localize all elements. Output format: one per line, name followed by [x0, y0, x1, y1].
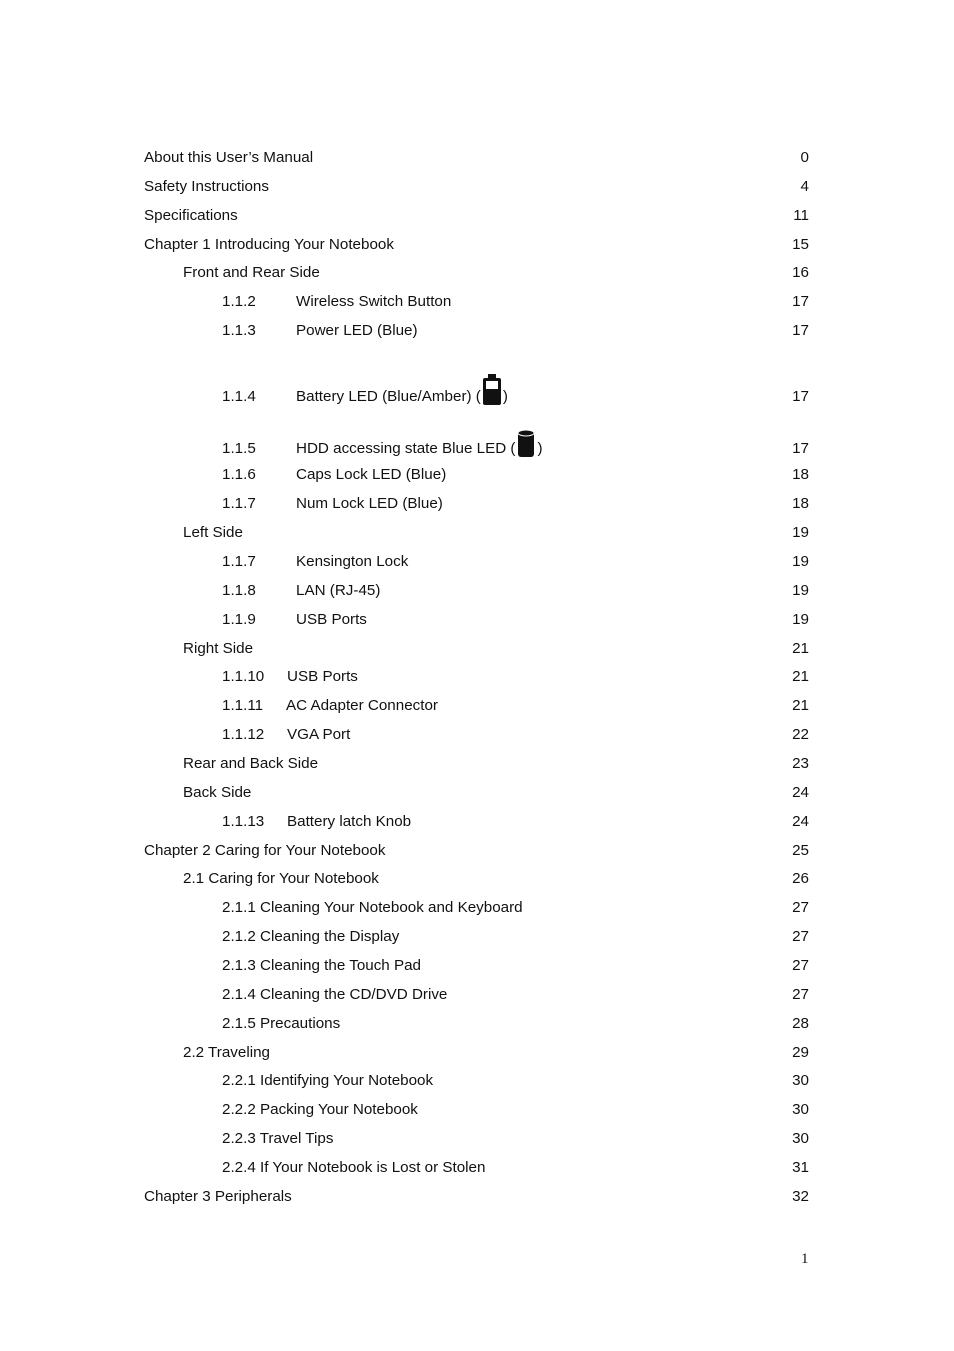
toc-entry-page: 4	[800, 178, 809, 195]
toc-entry-title: Right Side	[183, 640, 254, 657]
toc-entry[interactable]	[222, 581, 809, 601]
hdd-icon	[515, 429, 537, 459]
toc-entry[interactable]	[144, 148, 809, 168]
toc-entry-page: 27	[792, 899, 809, 916]
toc-entry-page: 28	[792, 1015, 809, 1032]
toc-entry-page: 30	[792, 1130, 809, 1147]
toc-entry-page: 32	[792, 1188, 809, 1205]
toc-entry-page: 21	[792, 697, 809, 714]
toc-entry-title: HDD accessing state Blue LED ( )	[296, 429, 543, 459]
toc-entry[interactable]	[222, 429, 809, 457]
toc-entry-page: 19	[792, 611, 809, 628]
toc-entry-page: 17	[792, 440, 809, 457]
toc-entry-title: Caps Lock LED (Blue)	[296, 466, 447, 483]
toc-entry[interactable]	[222, 956, 809, 976]
toc-entry[interactable]	[222, 1071, 809, 1091]
toc-entry-number: 1.1.3	[222, 322, 256, 339]
toc-entry-title: LAN (RJ-45)	[296, 582, 381, 599]
toc-entry-page: 30	[792, 1101, 809, 1118]
toc-entry[interactable]	[222, 494, 809, 514]
toc-entry-number: 1.1.2	[222, 293, 256, 310]
toc-entry[interactable]	[222, 927, 809, 947]
toc-entry-page: 21	[792, 668, 809, 685]
toc-entry[interactable]	[183, 1043, 809, 1063]
toc-entry[interactable]	[222, 898, 809, 918]
toc-entry-page: 19	[792, 582, 809, 599]
toc-entry[interactable]	[222, 465, 809, 485]
toc-entry-title: Back Side	[183, 784, 252, 801]
toc-entry[interactable]	[222, 1014, 809, 1034]
toc-entry-page: 27	[792, 957, 809, 974]
toc-entry[interactable]	[222, 985, 809, 1005]
toc-entry-title: Rear and Back Side	[183, 755, 319, 772]
toc-entry-number: 1.1.11	[222, 697, 264, 714]
toc-entry-title: Chapter 2 Caring for Your Notebook	[144, 842, 386, 859]
toc-entry[interactable]	[222, 667, 809, 687]
toc-entry-title: Left Side	[183, 524, 243, 541]
toc-entry-title: Power LED (Blue)	[296, 322, 418, 339]
toc-entry-title: 2.1.3 Cleaning the Touch Pad	[222, 957, 421, 974]
toc-entry[interactable]	[144, 841, 809, 861]
toc-entry-page: 0	[800, 149, 809, 166]
toc-entry[interactable]	[222, 1100, 809, 1120]
toc-entry[interactable]	[222, 552, 809, 572]
toc-entry[interactable]	[222, 321, 809, 341]
toc-entry-page: 30	[792, 1072, 809, 1089]
toc-entry[interactable]	[183, 869, 809, 889]
toc-entry[interactable]	[222, 696, 809, 716]
toc-entry[interactable]	[222, 373, 809, 405]
page-number: 1	[801, 1251, 809, 1267]
toc-entry-number: 1.1.5	[222, 440, 256, 457]
toc-entry-page: 17	[792, 322, 809, 339]
toc-entry-title: Safety Instructions	[144, 178, 269, 195]
toc-entry-number: 1.1.4	[222, 388, 256, 405]
toc-entry-title: 2.2.1 Identifying Your Notebook	[222, 1072, 434, 1089]
toc-entry-page: 26	[792, 870, 809, 887]
toc-entry-title: AC Adapter Connector	[286, 697, 438, 714]
toc-entry-title: Chapter 1 Introducing Your Notebook	[144, 236, 394, 253]
toc-entry-title: 2.2.2 Packing Your Notebook	[222, 1101, 418, 1118]
toc-entry-page: 18	[792, 495, 809, 512]
toc-entry[interactable]	[183, 263, 809, 283]
toc-entry-page: 16	[792, 264, 809, 281]
toc-entry[interactable]	[222, 725, 809, 745]
toc-entry[interactable]	[144, 177, 809, 197]
toc-entry-page: 25	[792, 842, 809, 859]
toc-entry[interactable]	[222, 1158, 809, 1178]
toc-entry[interactable]	[144, 235, 809, 255]
toc-entry-title: Kensington Lock	[296, 553, 409, 570]
toc-entry-page: 11	[793, 207, 809, 224]
toc-entry-number: 1.1.7	[222, 553, 256, 570]
toc-entry-title: Specifications	[144, 207, 238, 224]
toc-entry-page: 17	[792, 388, 809, 405]
battery-icon	[481, 373, 503, 407]
toc-entry-title: 2.1.2 Cleaning the Display	[222, 928, 400, 945]
toc-entry[interactable]	[222, 610, 809, 630]
toc-entry-title: USB Ports	[296, 611, 367, 628]
toc-entry-number: 1.1.10	[222, 668, 265, 685]
toc-entry-title: 2.1 Caring for Your Notebook	[183, 870, 379, 887]
toc-entry-title: 2.1.5 Precautions	[222, 1015, 341, 1032]
toc-entry-title: Num Lock LED (Blue)	[296, 495, 443, 512]
toc-entry-number: 1.1.8	[222, 582, 256, 599]
toc-entry-page: 21	[792, 640, 809, 657]
toc-entry-number: 1.1.13	[222, 813, 265, 830]
toc-entry-title: 2.2.4 If Your Notebook is Lost or Stolen	[222, 1159, 486, 1176]
toc-entry-page: 15	[792, 236, 809, 253]
toc-entry-title: 2.1.4 Cleaning the CD/DVD Drive	[222, 986, 448, 1003]
toc-entry-page: 24	[792, 813, 809, 830]
toc-entry-title: USB Ports	[287, 668, 358, 685]
toc-entry-title: Wireless Switch Button	[296, 293, 452, 310]
toc-entry-page: 31	[792, 1159, 809, 1176]
toc-entry[interactable]	[222, 292, 809, 312]
toc-entry-number: 1.1.12	[222, 726, 265, 743]
toc-entry-title: Chapter 3 Peripherals	[144, 1188, 292, 1205]
toc-entry-title: VGA Port	[287, 726, 351, 743]
toc-entry[interactable]	[222, 812, 809, 832]
toc-entry-page: 29	[792, 1044, 809, 1061]
toc-entry[interactable]	[183, 783, 809, 803]
toc-entry-title: 2.2.3 Travel Tips	[222, 1130, 334, 1147]
toc-entry-title: Front and Rear Side	[183, 264, 320, 281]
toc-entry-page: 17	[792, 293, 809, 310]
toc-entry-page: 22	[792, 726, 809, 743]
toc-entry-title: About this User’s Manual	[144, 149, 314, 166]
toc-entry-title: 2.2 Traveling	[183, 1044, 270, 1061]
toc-entry-page: 27	[792, 928, 809, 945]
toc-entry[interactable]	[222, 1129, 809, 1149]
toc-entry-number: 1.1.6	[222, 466, 256, 483]
toc-entry-page: 18	[792, 466, 809, 483]
toc-entry-page: 19	[792, 553, 809, 570]
toc-entry-page: 23	[792, 755, 809, 772]
toc-entry-page: 24	[792, 784, 809, 801]
toc-entry-page: 19	[792, 524, 809, 541]
toc-entry[interactable]	[144, 1187, 809, 1207]
toc-entry[interactable]	[144, 206, 809, 226]
toc-entry-page: 27	[792, 986, 809, 1003]
toc-entry-title: Battery latch Knob	[287, 813, 412, 830]
toc-entry[interactable]	[183, 639, 809, 659]
toc-entry[interactable]	[183, 754, 809, 774]
toc-entry-title: Battery LED (Blue/Amber) ( )	[296, 373, 508, 407]
toc-entry-number: 1.1.9	[222, 611, 256, 628]
toc-entry-number: 1.1.7	[222, 495, 256, 512]
toc-entry[interactable]	[183, 523, 809, 543]
toc-entry-title: 2.1.1 Cleaning Your Notebook and Keyboard	[222, 899, 523, 916]
